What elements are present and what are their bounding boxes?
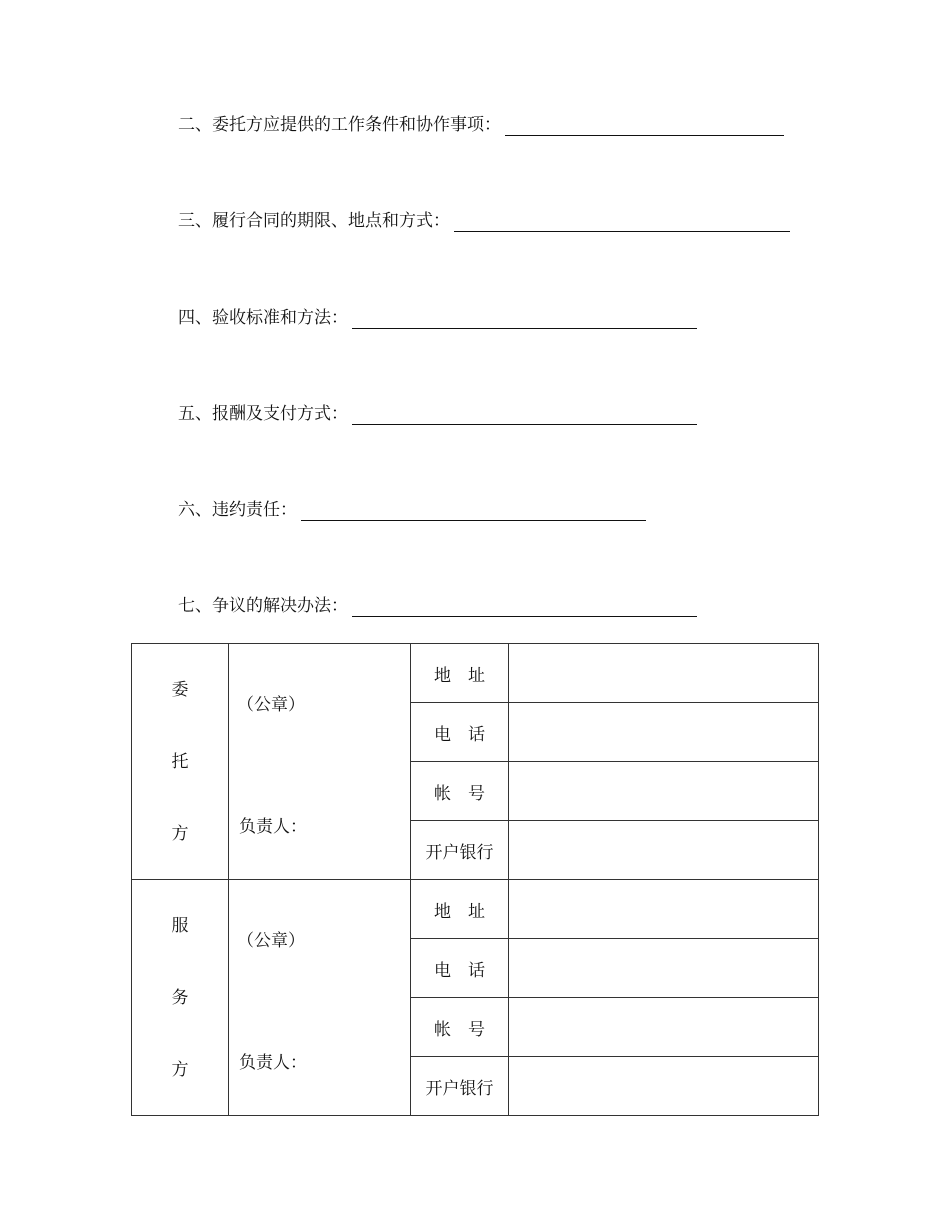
clause-label: 六、违约责任： [178,500,297,520]
clause-term-place-method [178,210,790,232]
bank-field[interactable] [509,821,819,880]
fill-in-blank[interactable] [301,502,646,521]
bank-field[interactable] [509,1057,819,1116]
table-row [132,644,819,703]
fill-in-blank[interactable] [352,598,697,617]
seal-label: （公章） [237,931,305,951]
address-field[interactable] [509,880,819,939]
clause-label: 五、报酬及支付方式： [178,404,348,424]
account-field[interactable] [509,762,819,821]
clause-label: 四、验收标准和方法： [178,308,348,328]
clause-label: 七、争议的解决办法： [178,596,348,616]
clause-acceptance-standard [178,307,697,329]
responsible-person-label: 负责人： [239,817,307,837]
party-name-char: 服 [171,915,189,936]
party-name-client [132,644,229,880]
parties-table [131,643,819,1116]
clause-payment [178,403,697,425]
address-field[interactable] [509,644,819,703]
party-name-char: 务 [171,987,189,1008]
phone-label: 电 话 [411,703,509,762]
account-label: 帐 号 [411,998,509,1057]
seal-label: （公章） [237,695,305,715]
fill-in-blank[interactable] [505,117,784,136]
phone-field[interactable] [509,939,819,998]
address-label: 地 址 [411,644,509,703]
party-name-char: 方 [171,823,189,844]
party-name-char: 方 [171,1059,189,1080]
clause-label: 二、委托方应提供的工作条件和协作事项： [178,115,501,135]
account-field[interactable] [509,998,819,1057]
party-name-char: 委 [171,679,189,700]
fill-in-blank[interactable] [454,213,790,232]
fill-in-blank[interactable] [352,310,697,329]
party-name-char: 托 [171,751,189,772]
clause-working-conditions [178,114,784,136]
phone-label: 电 话 [411,939,509,998]
clause-breach-liability [178,499,646,521]
account-label: 帐 号 [411,762,509,821]
bank-label: 开户银行 [411,1057,509,1116]
address-label: 地 址 [411,880,509,939]
clause-label: 三、履行合同的期限、地点和方式： [178,211,450,231]
party-name-service [132,880,229,1116]
seal-area-client[interactable] [229,644,411,880]
fill-in-blank[interactable] [352,406,697,425]
responsible-person-label: 负责人： [239,1053,307,1073]
phone-field[interactable] [509,703,819,762]
table-row [132,880,819,939]
bank-label: 开户银行 [411,821,509,880]
clause-dispute-resolution [178,595,697,617]
seal-area-service[interactable] [229,880,411,1116]
